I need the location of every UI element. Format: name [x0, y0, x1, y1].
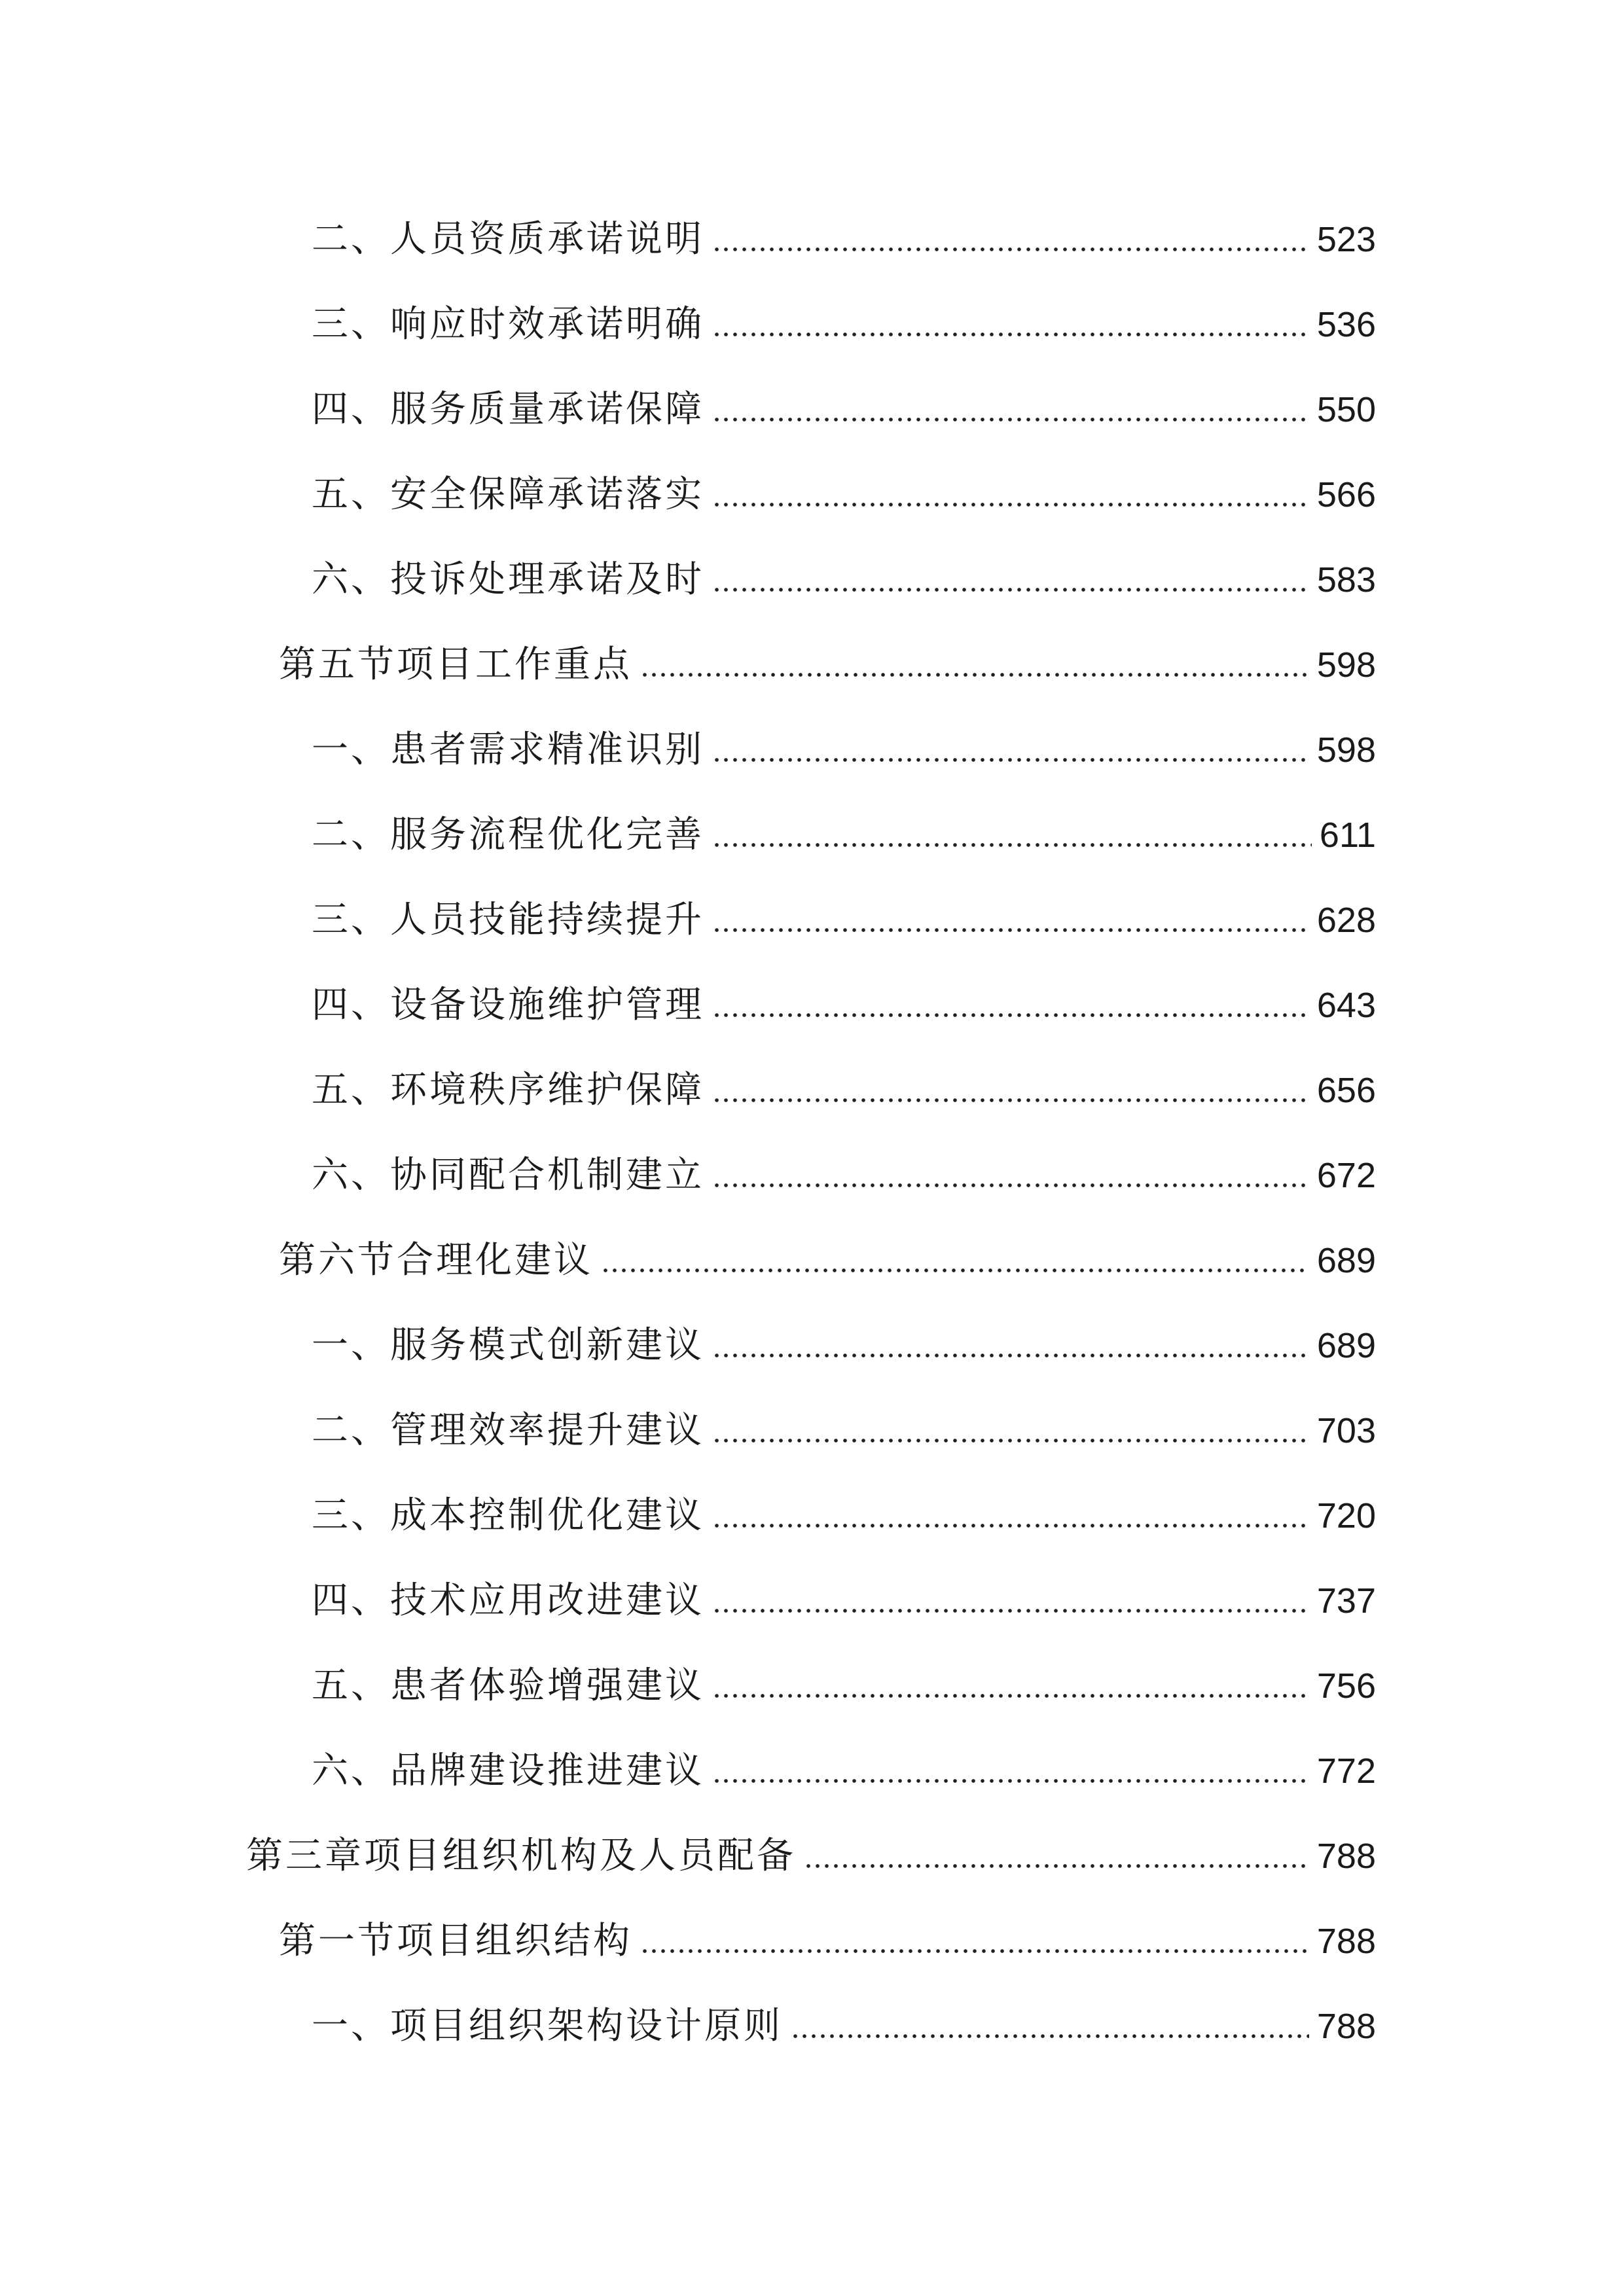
- toc-entry[interactable]: [312, 1653, 1376, 1719]
- toc-entry-page-number: 737: [1316, 1581, 1376, 1621]
- toc-entry-title: 五、安全保障承诺落实: [312, 473, 704, 516]
- toc-entry-title: 六、协同配合机制建立: [312, 1154, 704, 1196]
- toc-entry[interactable]: [312, 462, 1376, 528]
- toc-entry-title: 二、人员资质承诺说明: [312, 218, 704, 260]
- toc-entry-title: 五、环境秩序维护保障: [312, 1069, 704, 1111]
- toc-entry-title: 三、成本控制优化建议: [312, 1494, 704, 1537]
- toc-dot-leader: [712, 1438, 1309, 1443]
- toc-entry-page-number: 598: [1316, 730, 1376, 770]
- toc-entry-title: 第一节项目组织结构: [279, 1920, 632, 1962]
- toc-dot-leader: [712, 1353, 1309, 1358]
- toc-entry-title: 三、响应时效承诺明确: [312, 303, 704, 346]
- toc-dot-leader: [804, 1863, 1309, 1869]
- toc-entry-page-number: 643: [1316, 986, 1376, 1025]
- toc-entry[interactable]: [312, 1313, 1376, 1378]
- toc-entry-title: 第六节合理化建议: [279, 1239, 593, 1282]
- toc-dot-leader: [791, 2034, 1309, 2039]
- toc-entry-page-number: 703: [1316, 1411, 1376, 1450]
- toc-entry[interactable]: [246, 1823, 1376, 1889]
- toc-entry[interactable]: [312, 802, 1376, 868]
- toc-entry-title: 一、患者需求精准识别: [312, 728, 704, 771]
- toc-entry-page-number: 720: [1316, 1496, 1376, 1535]
- toc-dot-leader: [712, 1013, 1309, 1018]
- toc-entry-title: 五、患者体验增强建议: [312, 1664, 704, 1707]
- toc-dot-leader: [712, 1608, 1309, 1613]
- toc-entry-title: 第三章项目组织机构及人员配备: [246, 1835, 796, 1877]
- toc-entry[interactable]: [312, 717, 1376, 783]
- toc-entry-page-number: 672: [1316, 1156, 1376, 1195]
- toc-entry-title: 四、服务质量承诺保障: [312, 388, 704, 431]
- toc-entry[interactable]: [312, 292, 1376, 357]
- toc-entry[interactable]: [312, 1994, 1376, 2059]
- toc-entry-page-number: 756: [1316, 1666, 1376, 1706]
- toc-entry[interactable]: [312, 1568, 1376, 1634]
- toc-entry-page-number: 628: [1316, 901, 1376, 940]
- toc-dot-leader: [712, 842, 1312, 848]
- toc-entry-page-number: 523: [1316, 220, 1376, 259]
- toc-entry-page-number: 550: [1316, 390, 1376, 429]
- toc-entry-title: 一、项目组织架构设计原则: [312, 2005, 783, 2047]
- toc-entry-title: 二、管理效率提升建议: [312, 1409, 704, 1452]
- toc-entry-page-number: 689: [1316, 1241, 1376, 1280]
- toc-entry[interactable]: [279, 1228, 1376, 1293]
- toc-dot-leader: [712, 502, 1309, 507]
- toc-entry-title: 六、品牌建设推进建议: [312, 1749, 704, 1792]
- toc-entry[interactable]: [279, 1909, 1376, 1974]
- toc-entry-page-number: 689: [1316, 1326, 1376, 1365]
- toc-dot-leader: [712, 1523, 1309, 1528]
- toc-entry[interactable]: [312, 973, 1376, 1038]
- toc-entry-page-number: 788: [1316, 2007, 1376, 2046]
- toc-dot-leader: [712, 1183, 1309, 1188]
- toc-dot-leader: [601, 1268, 1309, 1273]
- toc-entry-page-number: 788: [1316, 1922, 1376, 1961]
- toc-entry-page-number: 583: [1316, 560, 1376, 600]
- toc-entry-title: 一、服务模式创新建议: [312, 1324, 704, 1367]
- toc-entry-page-number: 788: [1316, 1837, 1376, 1876]
- toc-dot-leader: [712, 247, 1309, 252]
- toc-entry[interactable]: [279, 632, 1376, 698]
- toc-entry-title: 六、投诉处理承诺及时: [312, 558, 704, 601]
- toc-entry[interactable]: [312, 377, 1376, 442]
- toc-dot-leader: [712, 757, 1309, 762]
- toc-entry-title: 二、服务流程优化完善: [312, 814, 704, 856]
- toc-entry[interactable]: [312, 1738, 1376, 1804]
- toc-dot-leader: [640, 672, 1309, 677]
- toc-entry[interactable]: [312, 1398, 1376, 1463]
- toc-entry-title: 三、人员技能持续提升: [312, 899, 704, 941]
- toc-dot-leader: [712, 587, 1309, 592]
- toc-entry-page-number: 536: [1316, 305, 1376, 344]
- toc-dot-leader: [712, 417, 1309, 422]
- toc-entry-page-number: 566: [1316, 475, 1376, 514]
- toc-entry-title: 四、技术应用改进建议: [312, 1579, 704, 1622]
- toc-dot-leader: [712, 927, 1309, 933]
- toc-entry[interactable]: [312, 888, 1376, 953]
- toc-entry[interactable]: [312, 207, 1376, 272]
- toc-dot-leader: [712, 332, 1309, 337]
- toc-entry-page-number: 772: [1316, 1751, 1376, 1791]
- toc-entry-page-number: 611: [1319, 816, 1376, 855]
- toc-entry[interactable]: [312, 547, 1376, 613]
- toc-entry-page-number: 656: [1316, 1071, 1376, 1110]
- toc-dot-leader: [712, 1693, 1309, 1698]
- toc-entry[interactable]: [312, 1143, 1376, 1208]
- toc-dot-leader: [640, 1948, 1309, 1954]
- toc-entry-page-number: 598: [1316, 645, 1376, 685]
- toc-dot-leader: [712, 1778, 1309, 1784]
- toc-entry[interactable]: [312, 1483, 1376, 1549]
- toc-entry[interactable]: [312, 1058, 1376, 1123]
- toc-dot-leader: [712, 1098, 1309, 1103]
- toc-entry-title: 四、设备设施维护管理: [312, 984, 704, 1026]
- toc-entry-title: 第五节项目工作重点: [279, 643, 632, 686]
